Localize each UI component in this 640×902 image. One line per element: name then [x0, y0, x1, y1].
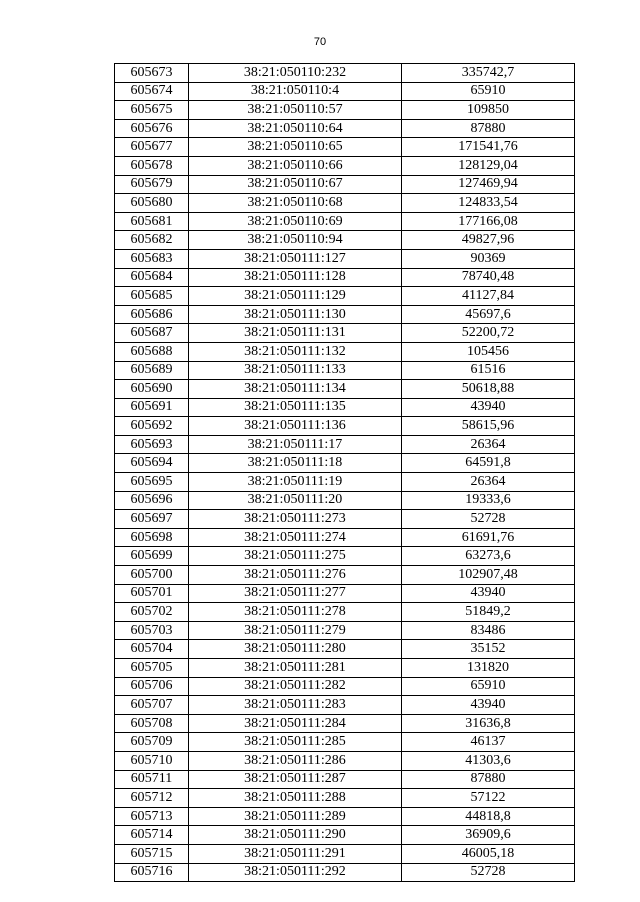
table-row [115, 361, 575, 380]
cadastral-number-cell: 38:21:050111:284 [189, 714, 402, 733]
table-row [115, 584, 575, 603]
table-row [115, 398, 575, 417]
value-cell: 61516 [402, 361, 575, 380]
value-cell: 127469,94 [402, 175, 575, 194]
record-number-cell: 605714 [115, 826, 189, 845]
record-number-cell: 605705 [115, 659, 189, 678]
record-number-cell: 605698 [115, 528, 189, 547]
record-number-cell: 605692 [115, 417, 189, 436]
table-row [115, 789, 575, 808]
cadastral-number-cell: 38:21:050111:287 [189, 770, 402, 789]
record-number-cell: 605708 [115, 714, 189, 733]
table-row [115, 621, 575, 640]
value-cell: 26364 [402, 435, 575, 454]
cadastral-number-cell: 38:21:050111:274 [189, 528, 402, 547]
table-row [115, 342, 575, 361]
value-cell: 51849,2 [402, 603, 575, 622]
value-cell: 63273,6 [402, 547, 575, 566]
cadastral-number-cell: 38:21:050110:232 [189, 64, 402, 83]
table-row [115, 138, 575, 157]
value-cell: 131820 [402, 659, 575, 678]
value-cell: 41303,6 [402, 751, 575, 770]
value-cell: 43940 [402, 584, 575, 603]
value-cell: 31636,8 [402, 714, 575, 733]
cadastral-number-cell: 38:21:050111:288 [189, 789, 402, 808]
record-number-cell: 605712 [115, 789, 189, 808]
record-number-cell: 605700 [115, 566, 189, 585]
value-cell: 57122 [402, 789, 575, 808]
table-row [115, 212, 575, 231]
cadastral-number-cell: 38:21:050111:18 [189, 454, 402, 473]
record-number-cell: 605711 [115, 770, 189, 789]
value-cell: 65910 [402, 82, 575, 101]
table-row [115, 826, 575, 845]
table-row [115, 528, 575, 547]
record-number-cell: 605679 [115, 175, 189, 194]
record-number-cell: 605673 [115, 64, 189, 83]
record-number-cell: 605695 [115, 473, 189, 492]
cadastral-number-cell: 38:21:050111:278 [189, 603, 402, 622]
value-cell: 105456 [402, 342, 575, 361]
cadastral-number-cell: 38:21:050111:130 [189, 305, 402, 324]
value-cell: 52728 [402, 510, 575, 529]
record-number-cell: 605674 [115, 82, 189, 101]
table-row [115, 119, 575, 138]
table-row [115, 696, 575, 715]
value-cell: 44818,8 [402, 807, 575, 826]
table-row [115, 249, 575, 268]
cadastral-number-cell: 38:21:050111:133 [189, 361, 402, 380]
value-cell: 35152 [402, 640, 575, 659]
cadastral-number-cell: 38:21:050110:57 [189, 101, 402, 120]
value-cell: 58615,96 [402, 417, 575, 436]
table-row [115, 417, 575, 436]
record-number-cell: 605713 [115, 807, 189, 826]
record-number-cell: 605715 [115, 844, 189, 863]
table-row [115, 82, 575, 101]
value-cell: 124833,54 [402, 194, 575, 213]
table-row [115, 324, 575, 343]
record-number-cell: 605709 [115, 733, 189, 752]
table-row [115, 566, 575, 585]
value-cell: 46005,18 [402, 844, 575, 863]
registry-table-body [115, 64, 575, 882]
value-cell: 78740,48 [402, 268, 575, 287]
value-cell: 90369 [402, 249, 575, 268]
cadastral-number-cell: 38:21:050111:285 [189, 733, 402, 752]
table-row [115, 547, 575, 566]
value-cell: 128129,04 [402, 156, 575, 175]
record-number-cell: 605702 [115, 603, 189, 622]
record-number-cell: 605680 [115, 194, 189, 213]
cadastral-number-cell: 38:21:050111:281 [189, 659, 402, 678]
cadastral-number-cell: 38:21:050111:283 [189, 696, 402, 715]
cadastral-number-cell: 38:21:050110:65 [189, 138, 402, 157]
value-cell: 64591,8 [402, 454, 575, 473]
record-number-cell: 605691 [115, 398, 189, 417]
table-row [115, 491, 575, 510]
cadastral-number-cell: 38:21:050111:292 [189, 863, 402, 882]
value-cell: 43940 [402, 696, 575, 715]
value-cell: 102907,48 [402, 566, 575, 585]
value-cell: 49827,96 [402, 231, 575, 250]
record-number-cell: 605684 [115, 268, 189, 287]
value-cell: 43940 [402, 398, 575, 417]
cadastral-number-cell: 38:21:050110:67 [189, 175, 402, 194]
table-row [115, 603, 575, 622]
cadastral-number-cell: 38:21:050111:277 [189, 584, 402, 603]
page-number: 70 [313, 36, 327, 48]
cadastral-number-cell: 38:21:050111:136 [189, 417, 402, 436]
record-number-cell: 605703 [115, 621, 189, 640]
record-number-cell: 605677 [115, 138, 189, 157]
record-number-cell: 605704 [115, 640, 189, 659]
cadastral-number-cell: 38:21:050111:286 [189, 751, 402, 770]
cadastral-number-cell: 38:21:050111:273 [189, 510, 402, 529]
table-row [115, 101, 575, 120]
value-cell: 52200,72 [402, 324, 575, 343]
record-number-cell: 605694 [115, 454, 189, 473]
value-cell: 41127,84 [402, 287, 575, 306]
table-row [115, 287, 575, 306]
table-row [115, 156, 575, 175]
value-cell: 61691,76 [402, 528, 575, 547]
cadastral-number-cell: 38:21:050110:68 [189, 194, 402, 213]
table-row [115, 733, 575, 752]
record-number-cell: 605683 [115, 249, 189, 268]
value-cell: 83486 [402, 621, 575, 640]
cadastral-number-cell: 38:21:050110:69 [189, 212, 402, 231]
cadastral-number-cell: 38:21:050111:290 [189, 826, 402, 845]
table-row [115, 640, 575, 659]
cadastral-number-cell: 38:21:050111:20 [189, 491, 402, 510]
record-number-cell: 605710 [115, 751, 189, 770]
record-number-cell: 605681 [115, 212, 189, 231]
record-number-cell: 605699 [115, 547, 189, 566]
table-row [115, 380, 575, 399]
value-cell: 87880 [402, 770, 575, 789]
cadastral-number-cell: 38:21:050111:128 [189, 268, 402, 287]
record-number-cell: 605706 [115, 677, 189, 696]
cadastral-number-cell: 38:21:050111:289 [189, 807, 402, 826]
value-cell: 109850 [402, 101, 575, 120]
record-number-cell: 605676 [115, 119, 189, 138]
table-row [115, 770, 575, 789]
record-number-cell: 605685 [115, 287, 189, 306]
record-number-cell: 605689 [115, 361, 189, 380]
table-row [115, 863, 575, 882]
cadastral-number-cell: 38:21:050111:280 [189, 640, 402, 659]
table-row [115, 194, 575, 213]
table-row [115, 677, 575, 696]
table-row [115, 807, 575, 826]
table-row [115, 268, 575, 287]
value-cell: 177166,08 [402, 212, 575, 231]
table-row [115, 64, 575, 83]
record-number-cell: 605707 [115, 696, 189, 715]
cadastral-number-cell: 38:21:050110:94 [189, 231, 402, 250]
cadastral-number-cell: 38:21:050111:276 [189, 566, 402, 585]
table-row [115, 175, 575, 194]
table-row [115, 510, 575, 529]
value-cell: 65910 [402, 677, 575, 696]
value-cell: 335742,7 [402, 64, 575, 83]
cadastral-number-cell: 38:21:050111:131 [189, 324, 402, 343]
cadastral-number-cell: 38:21:050111:19 [189, 473, 402, 492]
value-cell: 50618,88 [402, 380, 575, 399]
table-row [115, 473, 575, 492]
record-number-cell: 605716 [115, 863, 189, 882]
cadastral-number-cell: 38:21:050111:17 [189, 435, 402, 454]
cadastral-number-cell: 38:21:050110:4 [189, 82, 402, 101]
table-row [115, 714, 575, 733]
value-cell: 19333,6 [402, 491, 575, 510]
record-number-cell: 605701 [115, 584, 189, 603]
record-number-cell: 605690 [115, 380, 189, 399]
registry-table [114, 63, 575, 882]
record-number-cell: 605686 [115, 305, 189, 324]
table-row [115, 231, 575, 250]
record-number-cell: 605675 [115, 101, 189, 120]
record-number-cell: 605693 [115, 435, 189, 454]
table-row [115, 305, 575, 324]
value-cell: 87880 [402, 119, 575, 138]
table-row [115, 435, 575, 454]
table-row [115, 751, 575, 770]
cadastral-number-cell: 38:21:050111:127 [189, 249, 402, 268]
record-number-cell: 605688 [115, 342, 189, 361]
value-cell: 46137 [402, 733, 575, 752]
table-row [115, 659, 575, 678]
cadastral-number-cell: 38:21:050110:66 [189, 156, 402, 175]
record-number-cell: 605696 [115, 491, 189, 510]
value-cell: 36909,6 [402, 826, 575, 845]
record-number-cell: 605678 [115, 156, 189, 175]
value-cell: 52728 [402, 863, 575, 882]
cadastral-number-cell: 38:21:050110:64 [189, 119, 402, 138]
table-row [115, 454, 575, 473]
cadastral-number-cell: 38:21:050111:282 [189, 677, 402, 696]
cadastral-number-cell: 38:21:050111:134 [189, 380, 402, 399]
cadastral-number-cell: 38:21:050111:275 [189, 547, 402, 566]
cadastral-number-cell: 38:21:050111:135 [189, 398, 402, 417]
value-cell: 26364 [402, 473, 575, 492]
cadastral-number-cell: 38:21:050111:279 [189, 621, 402, 640]
cadastral-number-cell: 38:21:050111:291 [189, 844, 402, 863]
value-cell: 171541,76 [402, 138, 575, 157]
record-number-cell: 605697 [115, 510, 189, 529]
cadastral-number-cell: 38:21:050111:129 [189, 287, 402, 306]
value-cell: 45697,6 [402, 305, 575, 324]
record-number-cell: 605687 [115, 324, 189, 343]
record-number-cell: 605682 [115, 231, 189, 250]
cadastral-number-cell: 38:21:050111:132 [189, 342, 402, 361]
table-row [115, 844, 575, 863]
